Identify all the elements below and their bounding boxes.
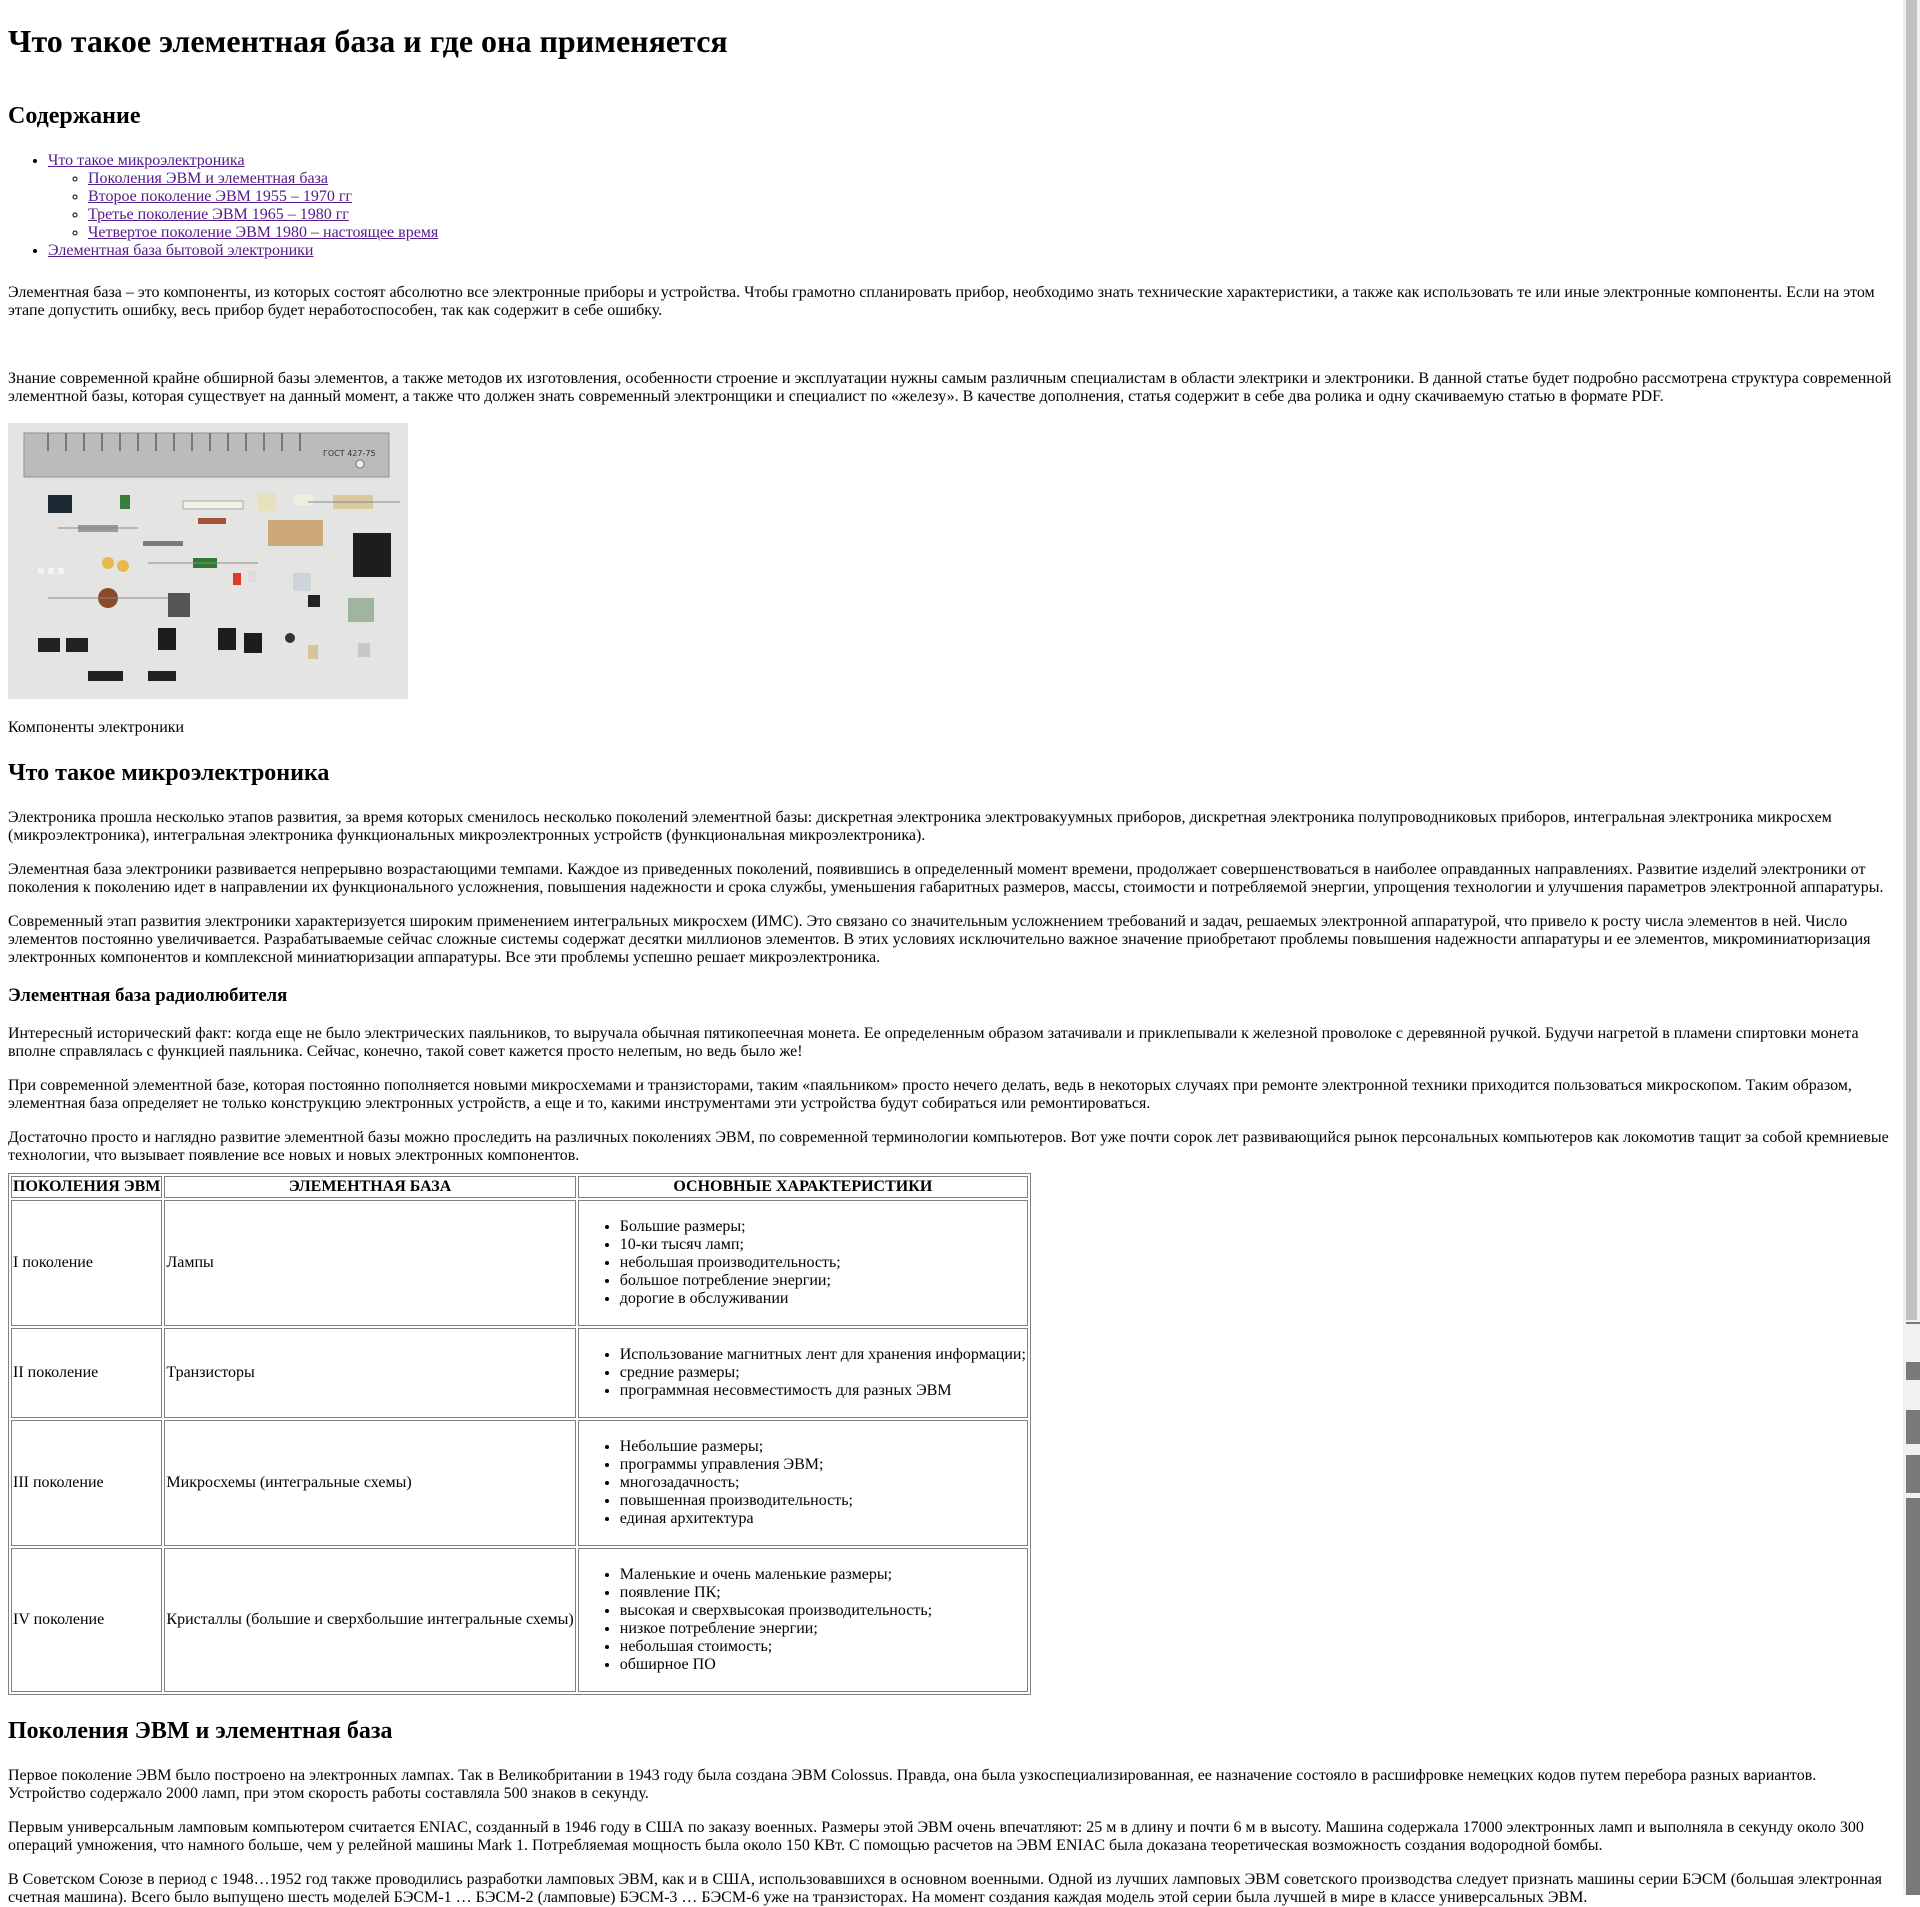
subsection-heading: Элементная база радиолюбителя [8, 985, 288, 1006]
feature-item: • единая архитектура [620, 1510, 1026, 1528]
table-row [11, 1328, 1028, 1418]
paragraph: Первое поколение ЭВМ было построено на электронных лампах. Так в Великобритании в 1943 году была создана ЭВМ Colossus. Правда, она была узкоспециализированная, ее назначение состояло в расшифровке немецких кодов путем перебора разных вариантов. Устройство содержало 2000 ламп, при этом скорость работы составляла 500 знаков в секунду. [8, 1767, 1817, 1802]
section-heading-generations: Поколения ЭВМ и элементная база [8, 1718, 393, 1744]
toc-link-second-gen[interactable]: Второе поколение ЭВМ 1955 – 1970 гг [88, 188, 352, 205]
element-base-cell: Кристаллы (большие и сверхбольшие интегральные схемы) [164, 1548, 575, 1692]
components-illustration [8, 423, 408, 699]
paragraph: Электроника прошла несколько этапов развития, за время которых сменилось несколько поколений элементной базы: дискретная электроника электровакуумных приборов, дискретная электроника полупроводниковых приборов, интегральная электроника микросхем (микроэлектроника), интегральная электроника функциональных микроэлектронных устройств (функциональная микроэлектроника). [8, 809, 1832, 844]
generation-cell: IV поколение [11, 1548, 162, 1692]
scroll-marker [1906, 1322, 1920, 1324]
feature-item: • появление ПК; [620, 1584, 1026, 1602]
table-row [11, 1200, 1028, 1326]
features-cell [578, 1420, 1028, 1546]
feature-item: • Использование магнитных лент для хранения информации; [620, 1346, 1026, 1364]
feature-item: • повышенная производительность; [620, 1492, 1026, 1510]
feature-item: • программы управления ЭВМ; [620, 1456, 1026, 1474]
vertical-scrollbar[interactable] [1903, 0, 1920, 1895]
element-base-cell: Лампы [164, 1200, 575, 1326]
toc-item [48, 242, 1893, 260]
element-base-cell: Микросхемы (интегральные схемы) [164, 1420, 575, 1546]
toc-subitem [88, 170, 1893, 188]
intro-paragraph: Элементная база – это компоненты, из которых состоят абсолютно все электронные приборы и устройства. Чтобы грамотно спланировать прибор, необходимо знать технические характеристики, а также как использовать те или иные электронные компоненты. Если на этом этапе допустить ошибку, весь прибор будет неработоспособен, так как содержит в себе ошибку. [8, 284, 1875, 319]
feature-item: • средние размеры; [620, 1364, 1026, 1382]
feature-item: • программная несовместимость для разных ЭВМ [620, 1382, 1026, 1400]
scroll-marker [1906, 1410, 1920, 1444]
figure-caption: Компоненты электроники [8, 719, 185, 736]
scroll-marker [1906, 1362, 1920, 1380]
element-base-cell: Транзисторы [164, 1328, 575, 1418]
scrollbar-thumb[interactable] [1906, 0, 1917, 1320]
features-cell [578, 1200, 1028, 1326]
toc-subitem [88, 188, 1893, 206]
toc-link-fourth-gen[interactable]: Четвертое поколение ЭВМ 1980 – настоящее время [88, 224, 439, 241]
feature-item: • дорогие в обслуживании [620, 1290, 1026, 1308]
page-title: Что такое элементная база и где она применяется [8, 23, 728, 59]
generation-cell: II поколение [11, 1328, 162, 1418]
feature-item: • Небольшие размеры; [620, 1438, 1026, 1456]
feature-item: • многозадачность; [620, 1474, 1026, 1492]
paragraph: Интересный исторический факт: когда еще не было электрических паяльников, то выручала обычная пятикопеечная монета. Ее определенным образом затачивали и приклепывали к железной проволоке с деревянной ручкой. Будучи нагретой в пламени спиртовки монета вполне справлялась с функцией паяльника. Сейчас, конечно, такой совет кажется просто нелепым, но ведь было же! [8, 1025, 1859, 1060]
toc-subitem [88, 206, 1893, 224]
table-of-contents [8, 152, 1893, 260]
column-header: ЭЛЕМЕНТНАЯ БАЗА [164, 1176, 575, 1198]
intro-paragraph: Знание современной крайне обширной базы элементов, а также методов их изготовления, особенности строение и эксплуатации нужны самым различным специалистам в области электрики и электроники. В данной статье будет подробно рассмотрена структура современной элементной базы, которая существует на данный момент, а также что должен знать современный электронщики и специалист по «железу». В качестве дополнения, статья содержит в себе два ролика и одну скачиваемую статью в формате PDF. [8, 370, 1892, 405]
toc-item [48, 152, 1893, 242]
table-row [11, 1420, 1028, 1546]
paragraph: Достаточно просто и наглядно развитие элементной базы можно проследить на различных поколениях ЭВМ, по современной терминологии компьютеров. Вот уже почти сорок лет развивающийся рынок персональных компьютеров как локомотив тащит за собой кремниевые технологии, что вызывает появление все новых и новых электронных компонентов. [8, 1129, 1889, 1164]
article [8, 0, 1893, 1907]
feature-item: • небольшая стоимость; [620, 1638, 1026, 1656]
column-header: ПОКОЛЕНИЯ ЭВМ [11, 1176, 162, 1198]
scroll-marker [1906, 1498, 1920, 1895]
feature-item: • Большие размеры; [620, 1218, 1026, 1236]
paragraph: При современной элементной базе, которая постоянно пополняется новыми микросхемами и транзисторами, таким «паяльником» просто нечего делать, ведь в некоторых случаях при ремонте электронной техники приходится пользоваться микроскопом. Таким образом, элементная база определяет не только конструкцию электронных устройств, а еще и то, какими инструментами эти устройства будут собираться или ремонтироваться. [8, 1077, 1852, 1112]
column-header: ОСНОВНЫЕ ХАРАКТЕРИСТИКИ [578, 1176, 1028, 1198]
paragraph: Элементная база электроники развивается непрерывно возрастающими темпами. Каждое из приведенных поколений, появившись в определенный момент времени, продолжает совершенствоваться в наиболее оправданных направлениях. Развитие изделий электроники от поколения к поколению идет в направлении их функционального усложнения, повышения надежности и срока службы, уменьшения габаритных размеров, массы, стоимости и потребляемой энергии, упрощения технологии и улучшения параметров электронной аппаратуры. [8, 861, 1884, 896]
generation-cell: III поколение [11, 1420, 162, 1546]
feature-item: • большое потребление энергии; [620, 1272, 1026, 1290]
generations-table [8, 1173, 1031, 1695]
table-row [11, 1548, 1028, 1692]
feature-item: • обширное ПО [620, 1656, 1026, 1674]
toc-link-microelectronics[interactable]: Что такое микроэлектроника [48, 152, 245, 169]
toc-link-third-gen[interactable]: Третье поколение ЭВМ 1965 – 1980 гг [88, 206, 349, 223]
scroll-marker [1906, 1455, 1920, 1493]
toc-link-household[interactable]: Элементная база бытовой электроники [48, 242, 314, 259]
toc-heading: Содержание [8, 103, 141, 129]
toc-link-generations[interactable]: Поколения ЭВМ и элементная база [88, 170, 329, 187]
features-cell [578, 1548, 1028, 1692]
ruler-label: ГОСТ 427-75 [323, 449, 376, 458]
paragraph: Первым универсальным ламповым компьютером считается ENIAC, созданный в 1946 году в США по заказу военных. Размеры этой ЭВМ очень впечатляют: 25 м в длину и почти 6 м в высоту. Машина содержала 17000 электронных ламп и выполняла в секунду около 300 операций умножения, что намного больше, чем у релейной машины Mark 1. Потребляемая мощность была около 150 КВт. С помощью расчетов на ЭВМ ENIAC была доказана теоретическая возможность создания водородной бомбы. [8, 1819, 1864, 1854]
feature-item: • высокая и сверхвысокая производительность; [620, 1602, 1026, 1620]
feature-item: • 10-ки тысяч ламп; [620, 1236, 1026, 1254]
components-photo [8, 423, 408, 699]
paragraph: Современный этап развития электроники характеризуется широким применением интегральных микросхем (ИМС). Это связано со значительным усложнением требований и задач, решаемых электронной аппаратурой, что привело к росту числа элементов в ней. Число элементов постоянно увеличивается. Разрабатываемые сейчас сложные системы содержат десятки миллионов элементов. В этих условиях исключительно важное значение приобретают проблемы повышения надежности аппаратуры и ее элементов, микроминиатюризация электронных компонентов и комплексной миниатюризации аппаратуры. Все эти проблемы успешно решает микроэлектроника. [8, 913, 1871, 966]
paragraph: В Советском Союзе в период с 1948…1952 год также проводились разработки ламповых ЭВМ, как и в США, использовавшихся в основном военными. Одной из лучших ламповых ЭВМ советского производства следует признать машины серии БЭСМ (большая электронная счетная машина). Всего было выпущено шесть моделей БЭСМ-1 … БЭСМ-2 (ламповые) БЭСМ-3 … БЭСМ-6 уже на транзисторах. На момент создания каждая модель этой серии была лучшей в мире в классе универсальных ЭВМ. [8, 1871, 1883, 1906]
features-cell [578, 1328, 1028, 1418]
section-heading-microelectronics: Что такое микроэлектроника [8, 760, 330, 786]
table-header-row [11, 1176, 1028, 1198]
feature-item: • Маленькие и очень маленькие размеры; [620, 1566, 1026, 1584]
toc-subitem [88, 224, 1893, 242]
generation-cell: I поколение [11, 1200, 162, 1326]
feature-item: • небольшая производительность; [620, 1254, 1026, 1272]
feature-item: • низкое потребление энергии; [620, 1620, 1026, 1638]
